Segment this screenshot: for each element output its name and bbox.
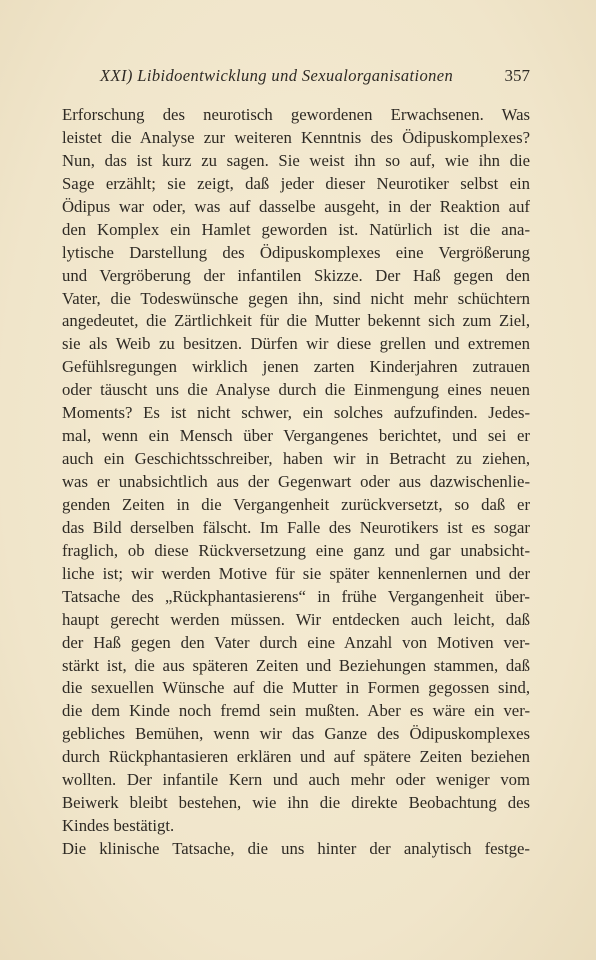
text-line: Sage erzählt; sie zeigt, daß jeder dieser Neurotiker selbst ein <box>62 173 530 193</box>
text-line: Tatsache des „Rückphantasierens“ in frühe Vergangenheit über- <box>62 586 530 606</box>
text-line: Die klinische Tatsache, die uns hinter der analytisch festge- <box>62 839 530 858</box>
text-line: auch ein Geschichtsschreiber, haben wir in Betracht zu ziehen, <box>62 449 530 469</box>
text-line: Erforschung des neurotisch gewordenen Erwachsenen. Was <box>62 105 530 124</box>
text-line: leistet die Analyse zur weiteren Kenntnis des Ödipuskomplexes? <box>62 127 530 147</box>
text-line: Nun, das ist kurz zu sagen. Sie weist ihn so auf, wie ihn die <box>62 150 530 170</box>
text-line: das Bild derselben fälscht. Im Falle des Neurotikers ist es sogar <box>62 517 530 537</box>
text-line: Moments? Es ist nicht schwer, ein solches aufzufinden. Jedes- <box>62 403 530 423</box>
text-line: die dem Kinde noch fremd sein mußten. Aber es wäre ein ver- <box>62 701 530 721</box>
text-line: haupt gerecht werden müssen. Wir entdecken auch leicht, daß <box>62 609 530 629</box>
text-line: sie als Weib zu besitzen. Dürfen wir diese grellen und extremen <box>62 334 530 354</box>
text-line: Kindes bestätigt. <box>62 816 175 836</box>
paragraph-1 <box>62 104 530 838</box>
text-line: liche ist; wir werden Motive für sie später kennenlernen und der <box>62 563 530 583</box>
text-line: der Haß gegen den Vater durch eine Anzahl von Motiven ver- <box>62 632 530 652</box>
running-head <box>100 66 530 90</box>
text-line: den Komplex ein Hamlet geworden ist. Natürlich ist die ana- <box>62 219 530 239</box>
text-line: Vater, die Todeswünsche gegen ihn, sind nicht mehr schüchtern <box>62 288 530 308</box>
text-line: oder täuscht uns die Analyse durch die Einmengung eines neuen <box>62 380 530 400</box>
text-line: die sexuellen Wünsche auf die Mutter in Formen gegossen sind, <box>62 678 530 698</box>
text-line: wollten. Der infantile Kern und auch mehr oder weniger vom <box>62 770 530 790</box>
text-line: mal, wenn ein Mensch über Vergangenes berichtet, und sei er <box>62 426 530 446</box>
text-line: durch Rückphantasieren erklären und auf spätere Zeiten beziehen <box>62 747 530 767</box>
body-text <box>62 104 530 861</box>
text-line: Gefühlsregungen wirklich jenen zarten Kinderjahren zutrauen <box>62 357 530 377</box>
text-line: und Vergröberung der infantilen Skizze. Der Haß gegen den <box>62 265 530 285</box>
page-number: 357 <box>504 66 530 85</box>
text-line: was er unabsichtlich aus der Gegenwart oder aus dazwischenlie- <box>62 472 530 491</box>
text-line: Ödipus war oder, was auf dasselbe ausgeht, in der Reaktion auf <box>62 196 530 216</box>
chapter-title: XXI) Libidoentwicklung und Sexualorganisationen <box>100 66 454 85</box>
text-line: stärkt ist, die aus späteren Zeiten und Beziehungen stammen, daß <box>62 655 530 675</box>
text-line: gebliches Bemühen, wenn wir das Ganze des Ödipuskomplexes <box>62 724 530 744</box>
text-line: lytische Darstellung des Ödipuskomplexes eine Vergrößerung <box>62 242 530 262</box>
text-line: genden Zeiten in die Vergangenheit zurückversetzt, so daß er <box>62 494 530 514</box>
text-line: Beiwerk bleibt bestehen, wie ihn die direkte Beobachtung des <box>62 793 530 813</box>
text-line: angedeutet, die Zärtlichkeit für die Mutter bekennt sich zum Ziel, <box>62 311 530 331</box>
paragraph-2 <box>62 838 530 861</box>
text-line: fraglich, ob diese Rückversetzung eine ganz und gar unabsicht- <box>62 540 530 560</box>
